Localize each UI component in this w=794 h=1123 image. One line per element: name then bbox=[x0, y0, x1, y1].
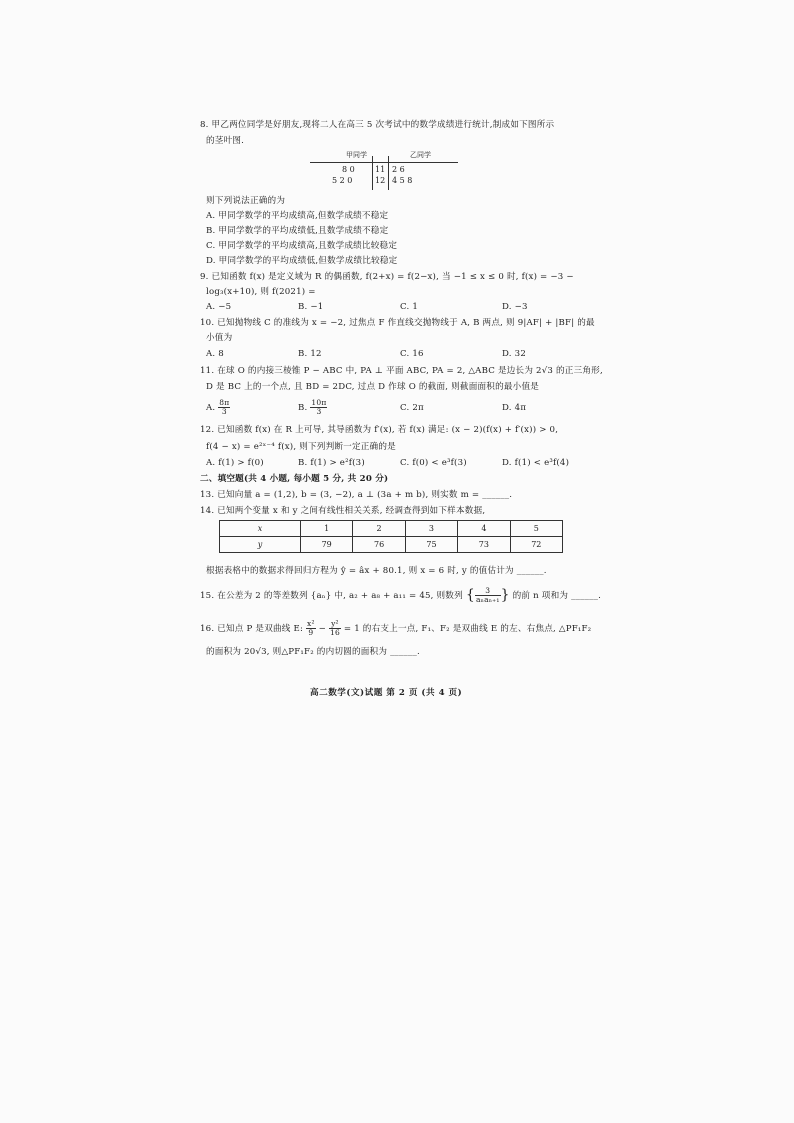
stem-divider-right bbox=[388, 156, 389, 190]
q11-option-b bbox=[298, 399, 327, 416]
table-cell: 1 bbox=[301, 521, 353, 537]
q9-option-d: D. −3 bbox=[502, 302, 528, 312]
q15-numerator: 3 bbox=[475, 587, 501, 596]
q12-option-d: D. f(1) < e³f(4) bbox=[502, 458, 570, 468]
stem-row2-right: 4 5 8 bbox=[392, 176, 413, 185]
table-cell: 3 bbox=[405, 521, 457, 537]
q11-option-b-prefix: B. bbox=[298, 403, 308, 413]
q16-line1 bbox=[200, 620, 591, 637]
q9-option-c: C. 1 bbox=[400, 302, 418, 312]
q16-y-numerator: y² bbox=[329, 620, 341, 629]
q16-minus: − bbox=[318, 624, 327, 634]
q11-option-c: C. 2π bbox=[400, 403, 424, 413]
stem-header-line bbox=[310, 162, 458, 163]
section-fill-in-heading: 二、填空题(共 4 小题, 每小题 5 分, 共 20 分) bbox=[200, 474, 389, 484]
table-cell: 76 bbox=[353, 537, 405, 553]
stem-divider-left bbox=[372, 156, 373, 190]
table-cell: 72 bbox=[510, 537, 562, 553]
q8-option-a: A. 甲同学数学的平均成绩高,但数学成绩不稳定 bbox=[206, 211, 389, 221]
table-cell: 79 bbox=[301, 537, 353, 553]
q9-line1: 9. 已知函数 f(x) 是定义域为 R 的偶函数, f(2+x) = f(2−x), 当 −1 ≤ x ≤ 0 时, f(x) = −3 − bbox=[200, 272, 574, 282]
q12-option-c: C. f(0) < e³f(3) bbox=[400, 458, 467, 468]
q15-post: 的前 n 项和为 ______. bbox=[512, 591, 602, 601]
stem-row1-stem: 11 bbox=[375, 165, 386, 174]
q9-option-b: B. −1 bbox=[298, 302, 324, 312]
q10-line2: 小值为 bbox=[206, 333, 233, 343]
table-cell: x bbox=[220, 521, 301, 537]
stem-row2-stem: 12 bbox=[375, 176, 386, 185]
q10-option-d: D. 32 bbox=[502, 349, 526, 359]
q15-right-brace: } bbox=[500, 587, 510, 603]
q16-x-denominator: 9 bbox=[308, 628, 314, 637]
q8-option-b: B. 甲同学数学的平均成绩低,且数学成绩不稳定 bbox=[206, 226, 389, 236]
q8-prompt: 则下列说法正确的为 bbox=[206, 196, 286, 206]
stem-row2-left: 5 2 0 bbox=[332, 176, 353, 185]
q16-line2: 的面积为 20√3, 则△PF₁F₂ 的内切圆的面积为 ______. bbox=[206, 647, 420, 657]
q11-option-a-numerator: 8π bbox=[219, 398, 230, 407]
q15-pre: 15. 在公差为 2 的等差数列 {aₙ} 中, a₂ + a₈ + a₁₁ = 45, 则数列 bbox=[200, 591, 463, 601]
table-row bbox=[220, 521, 563, 537]
table-cell: 5 bbox=[510, 521, 562, 537]
q8-option-d: D. 甲同学数学的平均成绩低,但数学成绩比较稳定 bbox=[206, 256, 398, 266]
stem-left-header: 甲同学 bbox=[346, 151, 367, 159]
q12-line1: 12. 已知函数 f(x) 在 R 上可导, 其导函数为 f′(x), 若 f(x) 满足: (x − 2)(f(x) + f′(x)) > 0, bbox=[200, 425, 559, 435]
q15-fraction bbox=[475, 587, 501, 604]
table-row bbox=[220, 537, 563, 553]
q10-line1: 10. 已知抛物线 C 的准线为 x = −2, 过焦点 F 作直线交抛物线于 A, B 两点, 则 9|AF| + |BF| 的最 bbox=[200, 318, 595, 328]
page-footer: 高二数学(文)试题 第 2 页 (共 4 页) bbox=[310, 688, 463, 698]
q11-line1: 11. 在球 O 的内接三棱锥 P − ABC 中, PA ⊥ 平面 ABC, PA = 2, △ABC 是边长为 2√3 的正三角形, bbox=[200, 366, 603, 376]
q11-option-a-denominator: 3 bbox=[221, 407, 227, 416]
q11-option-a-prefix: A. bbox=[206, 403, 216, 413]
q16-y-denominator: 16 bbox=[329, 628, 340, 637]
q15-left-brace: { bbox=[465, 587, 475, 603]
q10-option-b: B. 12 bbox=[298, 349, 322, 359]
stem-row1-left: 8 0 bbox=[342, 165, 355, 174]
q16-post: = 1 的右支上一点, F₁、F₂ 是双曲线 E 的左、右焦点, △PF₁F₂ bbox=[343, 624, 592, 634]
q11-option-d: D. 4π bbox=[502, 403, 527, 413]
q9-line2: log₃(x+10), 则 f(2021) = bbox=[206, 287, 316, 297]
q11-option-a bbox=[206, 399, 230, 416]
q14-sample-table bbox=[219, 520, 563, 553]
q12-option-a: A. f(1) > f(0) bbox=[206, 458, 264, 468]
q16-x-numerator: x² bbox=[307, 619, 315, 628]
q13-text: 13. 已知向量 a = (1,2), b = (3, −2), a ⊥ (3a + m b), 则实数 m = ______. bbox=[200, 490, 513, 500]
q14-line1: 14. 已知两个变量 x 和 y 之间有线性相关关系, 经调查得到如下样本数据, bbox=[200, 506, 486, 516]
q11-option-a-fraction bbox=[218, 399, 230, 416]
table-cell: 2 bbox=[353, 521, 405, 537]
table-cell: 4 bbox=[458, 521, 510, 537]
stem-right-header: 乙同学 bbox=[410, 151, 431, 159]
q16-fraction-y bbox=[329, 620, 341, 637]
table-cell: 75 bbox=[405, 537, 457, 553]
stem-row1-right: 2 6 bbox=[392, 165, 405, 174]
q10-option-a: A. 8 bbox=[206, 349, 224, 359]
q11-option-b-fraction bbox=[310, 399, 327, 416]
q8-option-c: C. 甲同学数学的平均成绩高,且数学成绩比较稳定 bbox=[206, 241, 398, 251]
q11-line2: D 是 BC 上的一个点, 且 BD = 2DC, 过点 D 作球 O 的截面, 则截面面积的最小值是 bbox=[206, 382, 540, 392]
q12-line2: f(4 − x) = e²ˣ⁻⁴ f(x), 则下列判断一定正确的是 bbox=[206, 442, 396, 452]
q15-denominator: aₙaₙ₊₁ bbox=[475, 595, 500, 604]
q16-pre: 16. 已知点 P 是双曲线 E: bbox=[200, 624, 304, 634]
stem-leaf-diagram bbox=[310, 150, 460, 190]
q11-option-b-numerator: 10π bbox=[311, 398, 327, 407]
q12-option-b: B. f(1) > e²f(3) bbox=[298, 458, 365, 468]
table-cell: y bbox=[220, 537, 301, 553]
q10-option-c: C. 16 bbox=[400, 349, 424, 359]
q14-line2: 根据表格中的数据求得回归方程为 ŷ = âx + 80.1, 则 x = 6 时, y 的值估计为 ______. bbox=[206, 566, 547, 576]
q16-fraction-x bbox=[306, 620, 316, 637]
q15-text bbox=[200, 587, 601, 604]
q8-line1: 8. 甲乙两位同学是好朋友,现将二人在高三 5 次考试中的数学成绩进行统计,制成如下图所示 bbox=[200, 120, 555, 130]
q8-line2: 的茎叶图. bbox=[206, 136, 245, 146]
q9-option-a: A. −5 bbox=[206, 302, 232, 312]
table-cell: 73 bbox=[458, 537, 510, 553]
q11-option-b-denominator: 3 bbox=[316, 407, 322, 416]
